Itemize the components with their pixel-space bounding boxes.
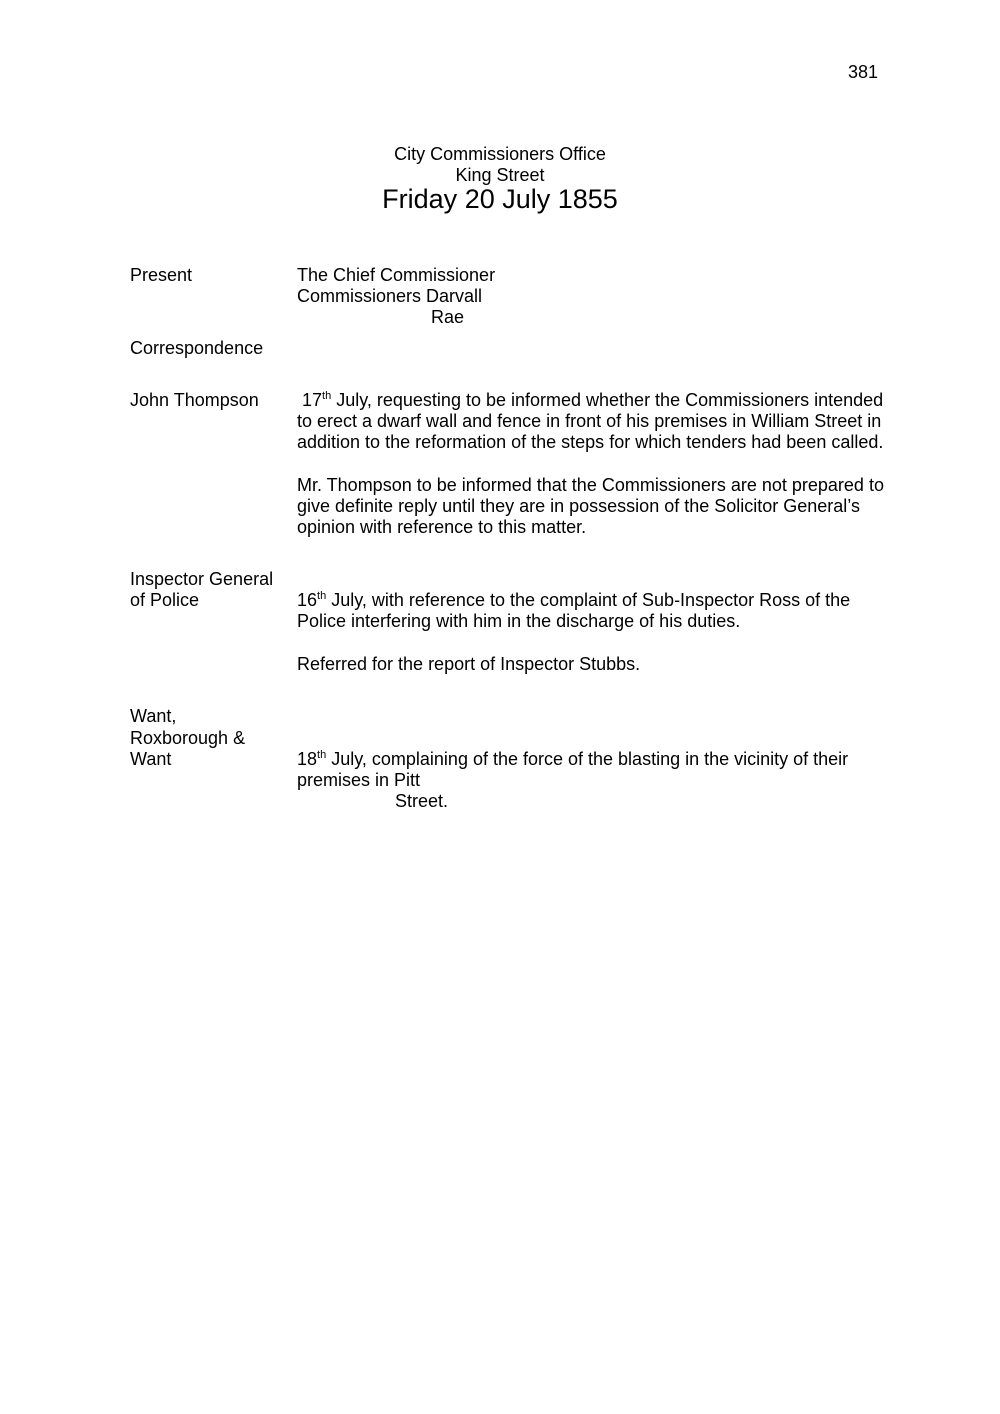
letter-summary-line: Street. bbox=[395, 791, 449, 811]
letter-summary-line: to erect a dwarf wall and fence in front of his premises in William Street in bbox=[297, 411, 882, 431]
letter-date-day: 18 bbox=[297, 749, 318, 769]
street-name: King Street bbox=[455, 165, 545, 185]
letter-date-day: 16 bbox=[297, 590, 318, 610]
letter-date-suffix: th bbox=[322, 390, 332, 402]
letter-summary bbox=[297, 590, 850, 611]
page-number: 381 bbox=[847, 62, 878, 82]
letter-summary bbox=[302, 390, 883, 411]
correspondent-name: Want bbox=[130, 749, 172, 769]
correspondent-name: John Thompson bbox=[130, 390, 259, 410]
present-line-chief: The Chief Commissioner bbox=[297, 265, 496, 285]
correspondent-name: Inspector General bbox=[130, 569, 274, 589]
present-line-rae: Rae bbox=[431, 307, 465, 327]
present-label: Present bbox=[130, 265, 193, 285]
letter-date-suffix: th bbox=[317, 749, 327, 761]
letter-summary-line: July, requesting to be informed whether the Commissioners intended bbox=[331, 390, 884, 410]
correspondence-heading: Correspondence bbox=[130, 338, 264, 358]
letter-date-suffix: th bbox=[317, 590, 327, 602]
correspondent-name: Want, bbox=[130, 706, 177, 726]
correspondent-name: of Police bbox=[130, 590, 200, 610]
correspondent-name: Roxborough & bbox=[130, 728, 246, 748]
present-line-commissioners: Commissioners Darvall bbox=[297, 286, 483, 306]
resolution-line: Mr. Thompson to be informed that the Commissioners are not prepared to bbox=[297, 475, 884, 495]
letter-summary-line: premises in Pitt bbox=[297, 770, 421, 790]
meeting-date-title: Friday 20 July 1855 bbox=[382, 184, 618, 214]
resolution-line: opinion with reference to this matter. bbox=[297, 517, 587, 537]
letter-summary-line: Police interfering with him in the discharge of his duties. bbox=[297, 611, 741, 631]
resolution-line: Referred for the report of Inspector Stubbs. bbox=[297, 654, 641, 674]
letter-summary-line: July, with reference to the complaint of Sub-Inspector Ross of the bbox=[326, 590, 851, 610]
letter-date-day: 17 bbox=[302, 390, 323, 410]
letter-summary bbox=[297, 749, 848, 770]
letter-summary-line: July, complaining of the force of the blasting in the vicinity of their bbox=[326, 749, 849, 769]
letter-summary-line: addition to the reformation of the steps for which tenders had been called. bbox=[297, 432, 884, 452]
resolution-line: give definite reply until they are in possession of the Solicitor General’s bbox=[297, 496, 860, 516]
office-name: City Commissioners Office bbox=[394, 144, 606, 164]
